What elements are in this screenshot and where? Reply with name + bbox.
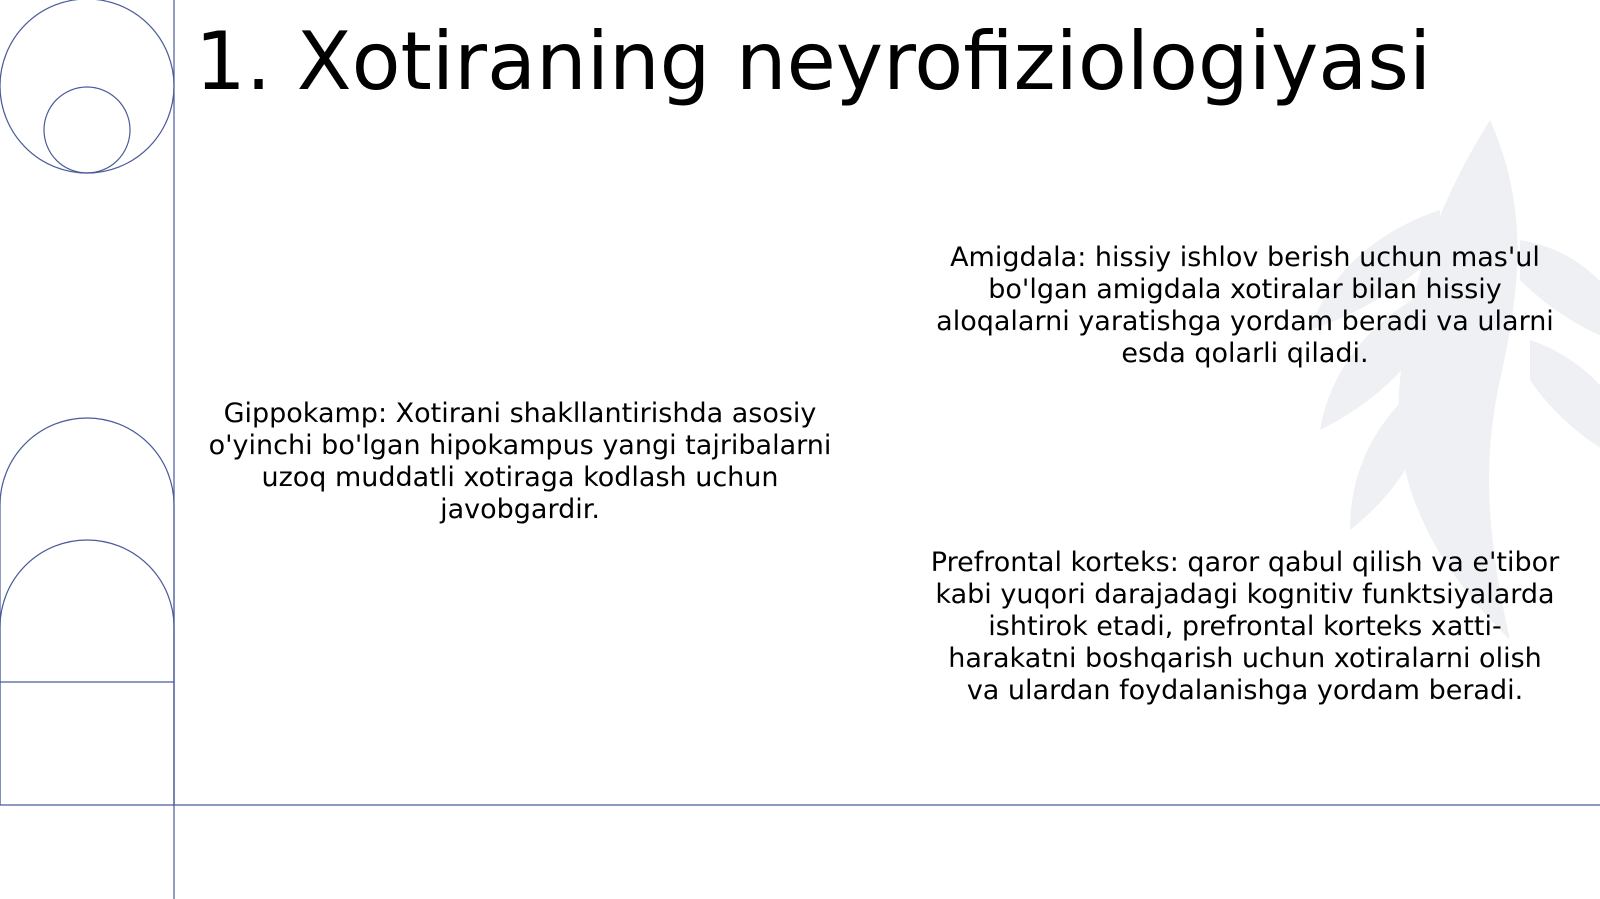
amigdala-text-block: Amigdala: hissiy ishlov berish uchun mas'ul bo'lgan amigdala xotiralar bilan hissiy aloqalarni yaratishga yordam beradi va ularni esda qolarli qiladi. bbox=[936, 242, 1554, 369]
gippokamp-text-block: Gippokamp: Xotirani shakllantirishda asosiy o'yinchi bo'lgan hipokampus yangi tajribalarni uzoq muddatli xotiraga kodlash uchun javobgardir. bbox=[208, 398, 832, 525]
upper-arch-outline bbox=[0, 418, 174, 805]
small-circle-outline bbox=[44, 87, 130, 173]
prefrontal-cortex-text-block: Prefrontal korteks: qaror qabul qilish va e'tibor kabi yuqori darajadagi kognitiv funktsiyalarda ishtirok etadi, prefrontal korteks xatti-harakatni boshqarish uchun xotiralarni olish va ulardan foydalanishga yordam beradi. bbox=[930, 547, 1560, 706]
lower-arch-outline bbox=[0, 540, 174, 805]
slide-title: 1. Xotiraning neyrofiziologiyasi bbox=[195, 15, 1432, 108]
